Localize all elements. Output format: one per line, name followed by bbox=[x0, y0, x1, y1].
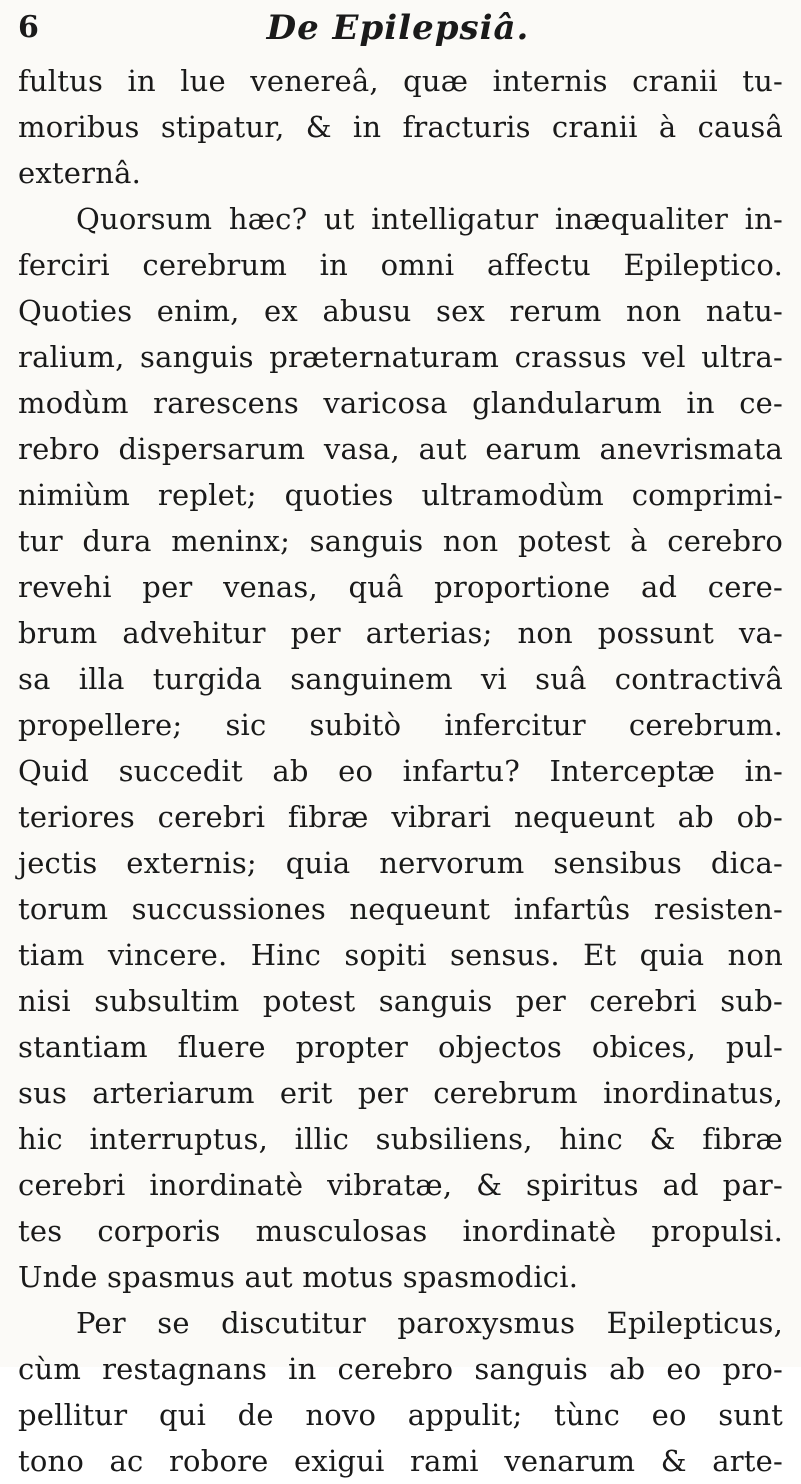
text-line: nisi subsultim potest sanguis per cerebri sub- bbox=[18, 984, 783, 1018]
text-line: cùm restagnans in cerebro sanguis ab eo pro- bbox=[18, 1352, 783, 1386]
text-line: tes corporis musculosas inordinatè propulsi. bbox=[18, 1214, 783, 1248]
text-line: sus arteriarum erit per cerebrum inordinatus, bbox=[18, 1076, 783, 1110]
text-line: revehi per venas, quâ proportione ad cere- bbox=[18, 570, 783, 604]
running-title: De Epilepsiâ. bbox=[266, 8, 530, 48]
text-line: stantiam fluere propter objectos obices, pul- bbox=[18, 1030, 783, 1064]
text-line: cerebri inordinatè vibratæ, & spiritus ad par- bbox=[18, 1168, 783, 1202]
paragraph-start-line: Quorsum hæc? ut intelligatur inæqualiter in- bbox=[76, 202, 783, 236]
text-line: modùm rarescens varicosa glandularum in ce- bbox=[18, 386, 783, 420]
text-line: teriores cerebri fibræ vibrari nequeunt ab ob- bbox=[18, 800, 783, 834]
text-line: rebro dispersarum vasa, aut earum anevrismata bbox=[18, 432, 783, 466]
body-text bbox=[18, 58, 783, 1484]
text-line: pellitur qui de novo appulit; tùnc eo sunt bbox=[18, 1398, 783, 1432]
text-line: tono ac robore exigui rami venarum & arte- bbox=[18, 1444, 783, 1478]
text-line: Quid succedit ab eo infartu? Interceptæ in- bbox=[18, 754, 783, 788]
text-line: ferciri cerebrum in omni affectu Epileptico. bbox=[18, 248, 783, 282]
text-line: Quoties enim, ex abusu sex rerum non natu- bbox=[18, 294, 783, 328]
paragraph-start-line: Per se discutitur paroxysmus Epilepticus, bbox=[76, 1306, 783, 1340]
text-line: Unde spasmus aut motus spasmodici. bbox=[18, 1260, 579, 1294]
text-line: propellere; sic subitò infercitur cerebrum. bbox=[18, 708, 783, 742]
text-line: torum succussiones nequeunt infartûs resisten- bbox=[18, 892, 783, 926]
text-line: externâ. bbox=[18, 156, 141, 190]
text-line: sa illa turgida sanguinem vi suâ contractivâ bbox=[18, 662, 783, 696]
text-line: jectis externis; quia nervorum sensibus dica- bbox=[18, 846, 783, 880]
text-line: moribus stipatur, & in fracturis cranii à causâ bbox=[18, 110, 783, 144]
page-number: 6 bbox=[18, 10, 39, 45]
page-header bbox=[18, 6, 778, 56]
text-line: nimiùm replet; quoties ultramodùm comprimi- bbox=[18, 478, 783, 512]
text-line: fultus in lue venereâ, quæ internis cranii tu- bbox=[18, 64, 783, 98]
text-line: ralium, sanguis præternaturam crassus vel ultra- bbox=[18, 340, 783, 374]
text-line: tiam vincere. Hinc sopiti sensus. Et quia non bbox=[18, 938, 783, 972]
text-line: hic interruptus, illic subsiliens, hinc & fibræ bbox=[18, 1122, 783, 1156]
text-line: tur dura meninx; sanguis non potest à cerebro bbox=[18, 524, 783, 558]
text-line: brum advehitur per arterias; non possunt va- bbox=[18, 616, 783, 650]
